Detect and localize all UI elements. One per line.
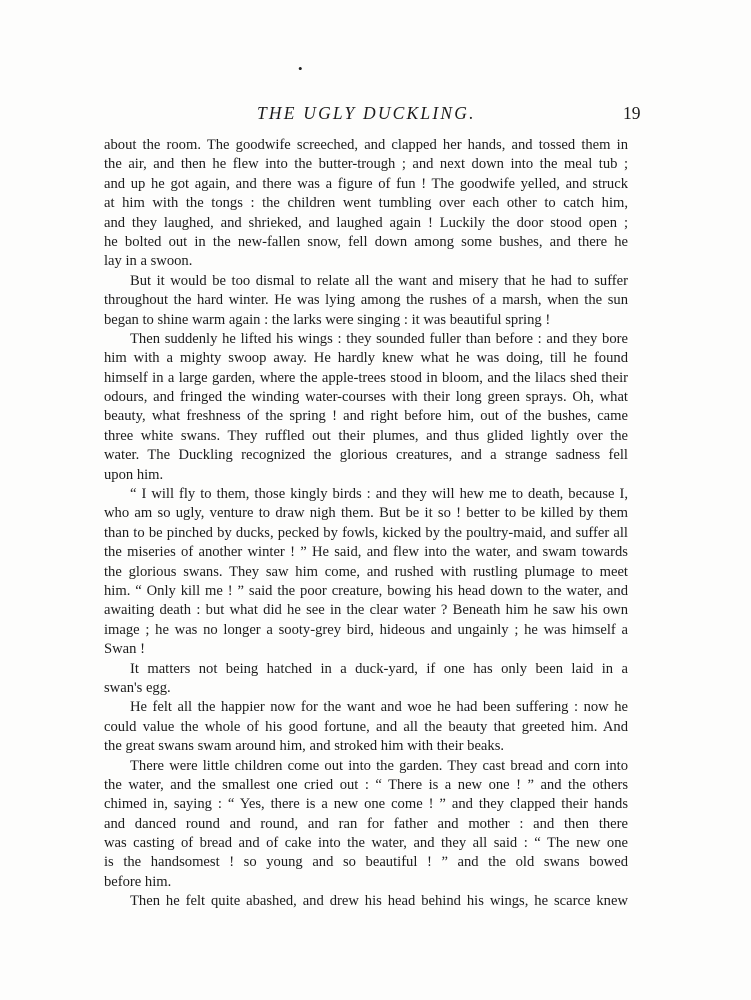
text-line: himself in a large garden, where the apple-trees stood in bloom, and the lilacs shed their: [104, 369, 628, 386]
text-line: was casting of bread and of cake into the water, and they all said : “ The new one: [104, 835, 628, 852]
page-number: 19: [623, 103, 641, 123]
text-line: beauty, what freshness of the spring ! and right before him, out of the bushes, came: [104, 408, 628, 425]
printer-mark: •: [298, 61, 303, 76]
text-line: Then suddenly he lifted his wings : they sounded fuller than before : and they bore: [130, 330, 628, 347]
text-line: He felt all the happier now for the want and woe he had been suffering : now he: [130, 699, 628, 716]
text-line: at him with the tongs : the children went tumbling over each other to catch him,: [104, 195, 628, 212]
text-line: than to be pinched by ducks, pecked by fowls, kicked by the poultry-maid, and suffer all: [104, 524, 628, 541]
text-line: But it would be too dismal to relate all the want and misery that he had to suffer: [130, 272, 628, 289]
text-line: he bolted out in the new-fallen snow, fell down among some bushes, and there he: [104, 233, 628, 250]
text-line: odours, and fringed the winding water-courses with their long green sprays. Oh, what: [104, 389, 628, 406]
text-line: the water, and the smallest one cried out : “ There is a new one ! ” and the others: [104, 776, 628, 793]
text-line: is the handsomest ! so young and so beautiful ! ” and the old swans bowed: [104, 854, 628, 871]
text-line: “ I will fly to them, those kingly birds : and they will hew me to death, because I,: [130, 486, 628, 503]
text-line: awaiting death : but what did he see in the clear water ? Beneath him he saw his own: [104, 602, 628, 619]
text-line: swan's egg.: [104, 679, 171, 696]
text-line: It matters not being hatched in a duck-yard, if one has only been laid in a: [130, 660, 628, 677]
text-line: the glorious swans. They saw him come, and rushed with rustling plumage to meet: [104, 563, 628, 580]
text-line: chimed in, saying : “ Yes, there is a new one come ! ” and they clapped their hands: [104, 796, 628, 813]
running-head: [0, 103, 751, 127]
text-line: image ; he was no longer a sooty-grey bird, hideous and ungainly ; he was himself a: [104, 621, 628, 638]
text-line: and they laughed, and shrieked, and laughed again ! Luckily the door stood open ;: [104, 214, 628, 231]
running-title: THE UGLY DUCKLING.: [257, 103, 476, 123]
text-line: could value the whole of his good fortune, and all the beauty that greeted him. And: [104, 718, 628, 735]
text-line: upon him.: [104, 466, 164, 483]
text-line: began to shine warm again : the larks were singing : it was beautiful spring !: [104, 311, 551, 328]
text-line: Then he felt quite abashed, and drew his head behind his wings, he scarce knew: [130, 893, 628, 910]
text-line: him. “ Only kill me ! ” said the poor creature, bowing his head down to the water, and: [104, 582, 628, 599]
text-line: throughout the hard winter. He was lying among the rushes of a marsh, when the sun: [104, 292, 628, 309]
text-line: the great swans swam around him, and stroked him with their beaks.: [104, 738, 505, 755]
text-line: him with a mighty swoop away. He hardly knew what he was doing, till he found: [104, 350, 628, 367]
text-line: about the room. The goodwife screeched, and clapped her hands, and tossed them in: [104, 137, 628, 153]
text-line: the miseries of another winter ! ” He said, and flew into the water, and swam towards: [104, 544, 628, 561]
text-line: before him.: [104, 873, 172, 890]
text-line: three white swans. They ruffled out their plumes, and thus glided lightly over the: [104, 427, 628, 444]
text-line: There were little children come out into the garden. They cast bread and corn into: [130, 757, 628, 774]
text-line: water. The Duckling recognized the glorious creatures, and a strange sadness fell: [104, 447, 628, 464]
text-line: and danced round and round, and ran for father and mother : and then there: [104, 815, 628, 832]
text-line: lay in a swoon.: [104, 253, 193, 270]
body-text: [104, 136, 628, 912]
text-line: Swan !: [104, 641, 145, 658]
text-line: the air, and then he flew into the butter-trough ; and next down into the meal tub ;: [104, 156, 628, 173]
text-line: who am so ugly, venture to draw nigh them. But be it so ! better to be killed by them: [104, 505, 628, 522]
text-line: and up he got again, and there was a figure of fun ! The goodwife yelled, and struck: [104, 175, 628, 192]
